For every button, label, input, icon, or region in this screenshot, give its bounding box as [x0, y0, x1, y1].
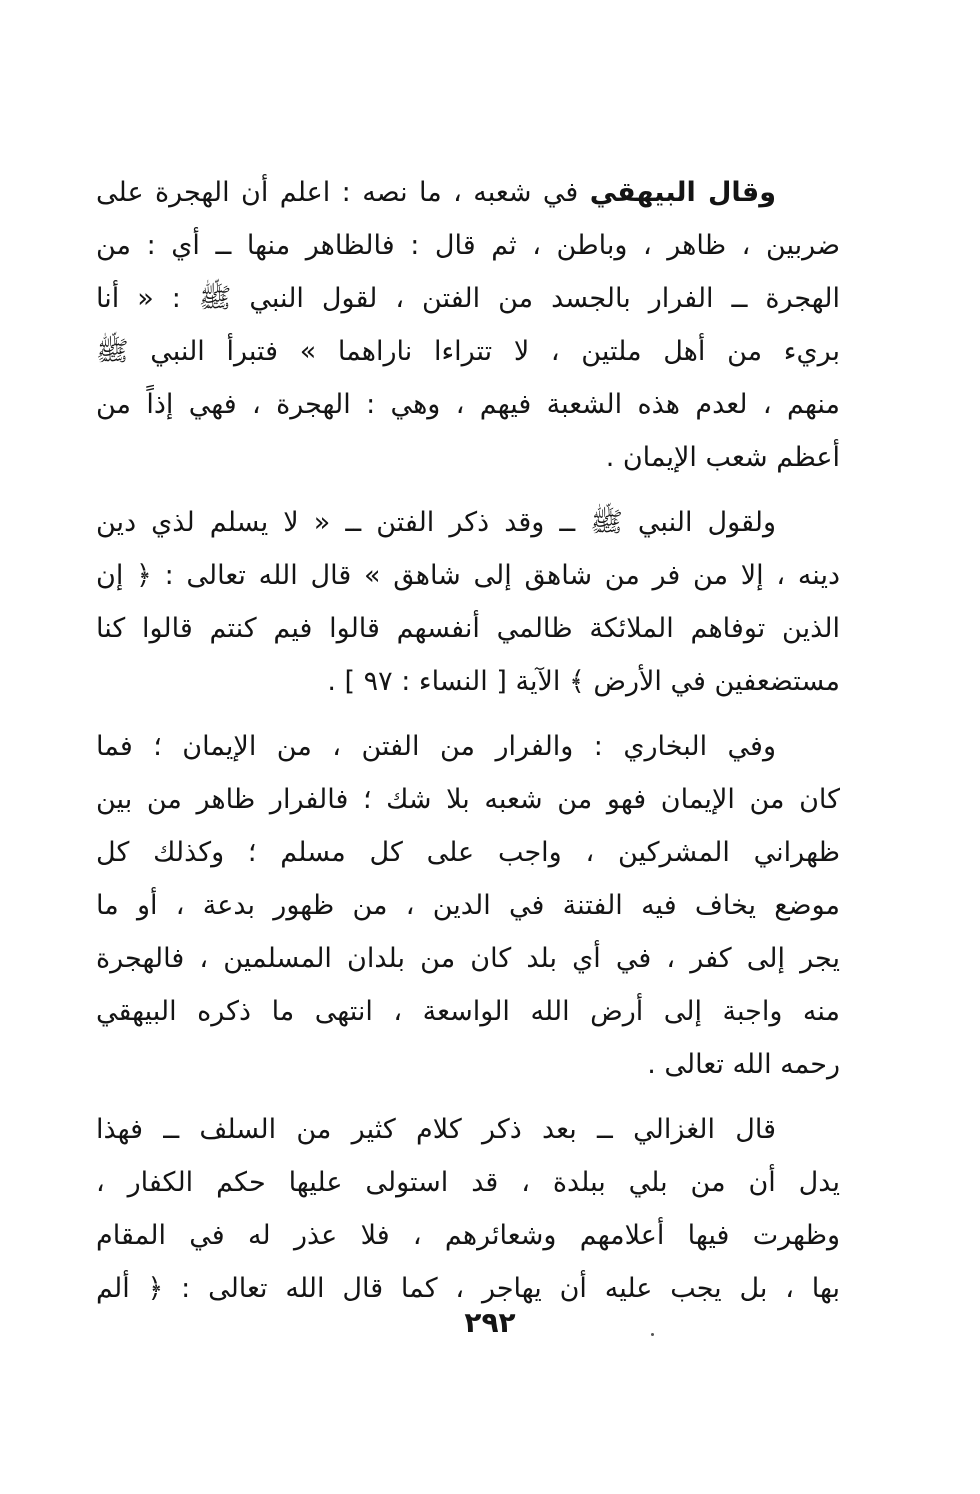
text-line: ظهراني المشركين ، واجب على كل مسلم ؛ وكذلك كل	[96, 837, 840, 868]
text-line: رحمه الله تعالى .	[647, 1049, 840, 1080]
text-line: كان من الإيمان فهو من شعبه بلا شك ؛ فالفرار ظاهر من بين	[96, 784, 840, 815]
text-line: وظهرت فيها أعلامهم وشعائرهم ، فلا عذر له في المقام	[96, 1220, 840, 1251]
text-line: الهجرة ــ الفرار بالجسد من الفتن ، لقول النبي ﷺ : « أنا	[96, 283, 840, 314]
paragraph-1	[96, 166, 840, 484]
text-line: يجر إلى كفر ، في أي بلد كان من بلدان المسلمين ، فالهجرة	[96, 943, 840, 974]
text-line: منهم ، لعدم هذه الشعبة فيهم ، وهي : الهجرة ، فهي إذاً من	[96, 389, 840, 420]
body-text	[96, 166, 840, 1327]
text-line: منه واجبة إلى أرض الله الواسعة ، انتهى ما ذكره البيهقي	[96, 996, 840, 1027]
bold-phrase: وقال البيهقي	[589, 177, 776, 208]
text-line: الذين توفاهم الملائكة ظالمي أنفسهم قالوا فيم كنتم قالوا كنا	[96, 613, 840, 644]
text-line: ولقول النبي ﷺ ــ وقد ذكر الفتن ــ « لا يسلم لذي دين	[96, 507, 776, 538]
page-number: ٢٩٢	[464, 1306, 516, 1339]
paragraph-2	[96, 496, 840, 708]
print-speck	[651, 1333, 654, 1336]
text-line: بها ، بل يجب عليه أن يهاجر ، كما قال الله تعالى : ﴿ ألم	[96, 1273, 840, 1304]
text-line: بريء من أهل ملتين ، لا تتراءا ناراهما » فتبرأ النبي ﷺ	[96, 336, 840, 367]
text-line: ضربين ، ظاهر ، وباطن ، ثم قال : فالظاهر منها ــ أي : من	[96, 230, 840, 261]
text-line: وفي البخاري : والفرار من الفتن ، من الإيمان ؛ فما	[96, 731, 776, 762]
text-line: مستضعفين في الأرض ﴾ الآية [ النساء : ٩٧ ] .	[327, 666, 840, 697]
text-line	[96, 166, 840, 219]
paragraph-4	[96, 1103, 840, 1315]
text-line: دينه ، إلا من فر من شاهق إلى شاهق » قال الله تعالى : ﴿ إن	[96, 560, 840, 591]
text-line: قال الغزالي ــ بعد ذكر كلام كثير من السلف ــ فهذا	[96, 1114, 776, 1145]
paragraph-3	[96, 720, 840, 1091]
line-text: في شعبه ، ما نصه : اعلم أن الهجرة على	[96, 177, 590, 208]
text-line: يدل أن من بلي ببلدة ، قد استولى عليها حكم الكفار ،	[96, 1167, 840, 1198]
text-line: موضع يخاف فيه الفتنة في الدين ، من ظهور بدعة ، أو ما	[96, 890, 840, 921]
text-line: أعظم شعب الإيمان .	[605, 442, 840, 473]
